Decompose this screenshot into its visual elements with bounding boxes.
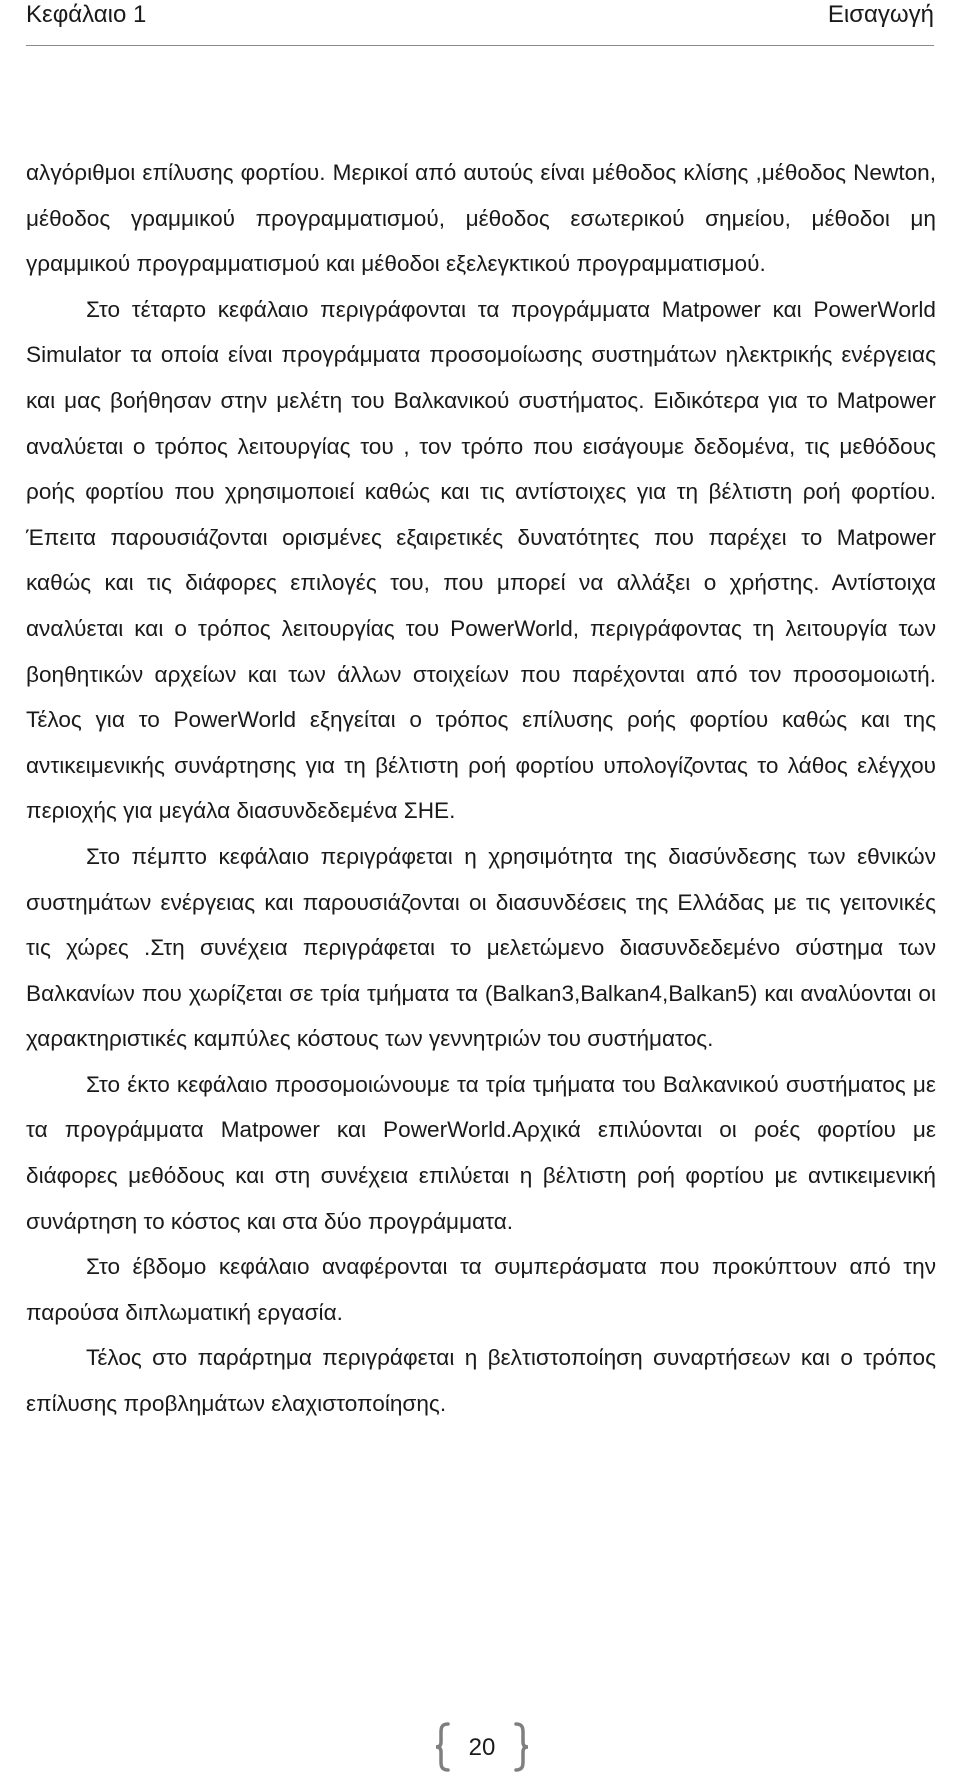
right-brace-icon	[514, 1722, 530, 1772]
chapter-label: Κεφάλαιο 1	[26, 1, 147, 28]
page-footer	[0, 1722, 960, 1774]
paragraph-chapter-6: Στο έκτο κεφάλαιο προσομοιώνουμε τα τρία τμήματα του Βαλκανικού συστήματος με τα προγράμματα Matpower και PowerWorld.Αρχικά επιλύονται οι ροές φορτίου με διάφορες μεθόδους και στη συνέχεια επιλύεται η βέλτιστη ροή φορτίου με αντικειμενική συνάρτηση το κόστος και στα δύο προγράμματα.	[26, 1071, 936, 1234]
paragraph-continuation: αλγόριθμοι επίλυσης φορτίου. Μερικοί από αυτούς είναι μέθοδος κλίσης ,μέθοδος Newton, μέθοδος γραμμικού προγραμματισμού, μέθοδος εσωτερικού σημείου, μέθοδοι μη γραμμικού προγραμματισμού και μέθοδοι εξελεγκτικού προγραμματισμού.	[26, 160, 936, 277]
section-label: Εισαγωγή	[827, 1, 934, 28]
paragraph-chapter-7: Στο έβδομο κεφάλαιο αναφέρονται τα συμπεράσματα που προκύπτουν από την παρούσα διπλωματική εργασία.	[26, 1254, 936, 1325]
page-header	[26, 0, 934, 46]
paragraph-chapter-4: Στο τέταρτο κεφάλαιο περιγράφονται τα προγράμματα Matpower και PowerWorld Simulator τα οποία είναι προγράμματα προσομοίωσης συστημάτων ηλεκτρικής ενέργειας και μας βοήθησαν στην μελέτη του Βαλκανικού συστήματος. Ειδικότερα για το Matpower αναλύεται ο τρόπος λειτουργίας του , τον τρόπο που εισάγουμε δεδομένα, τις μεθόδους ροής φορτίου που χρησιμοποιεί καθώς και τις αντίστοιχες για τη βέλτιστη ροή φορτίου. Έπειτα παρουσιάζονται ορισμένες εξαιρετικές δυνατότητες που παρέχει το Matpower καθώς και τις διάφορες επιλογές του, που μπορεί να αλλάξει ο χρήστης. Αντίστοιχα αναλύεται και ο τρόπος λειτουργίας του PowerWorld, περιγράφοντας τη λειτουργία των βοηθητικών αρχείων και των άλλων στοιχείων που παρέχονται από τον προσομοιωτή. Τέλος για το PowerWorld εξηγείται ο τρόπος επίλυσης ροής φορτίου καθώς και της αντικειμενικής συνάρτησης για τη βέλτιστη ροή φορτίου υπολογίζοντας το λάθος ελέγχου περιοχής για μεγάλα διασυνδεδεμένα ΣΗΕ.	[26, 296, 936, 824]
body-text	[26, 150, 936, 1427]
page-number: 20	[468, 1734, 496, 1761]
paragraph-chapter-5: Στο πέμπτο κεφάλαιο περιγράφεται η χρησιμότητα της διασύνδεσης των εθνικών συστημάτων ενέργειας και παρουσιάζονται οι διασυνδέσεις της Ελλάδας με τις γειτονικές τις χώρες .Στη συνέχεια περιγράφεται το μελετώμενο διασυνδεδεμένο σύστημα των Βαλκανίων που χωρίζεται σε τρία τμήματα τα (Balkan3,Balkan4,Balkan5) και αναλύονται οι χαρακτηριστικές καμπύλες κόστους των γεννητριών του συστήματος.	[26, 843, 936, 1052]
paragraph-appendix: Τέλος στο παράρτημα περιγράφεται η βελτιστοποίηση συναρτήσεων και ο τρόπος επίλυσης προβλημάτων ελαχιστοποίησης.	[26, 1345, 936, 1417]
left-brace-icon	[434, 1722, 450, 1772]
